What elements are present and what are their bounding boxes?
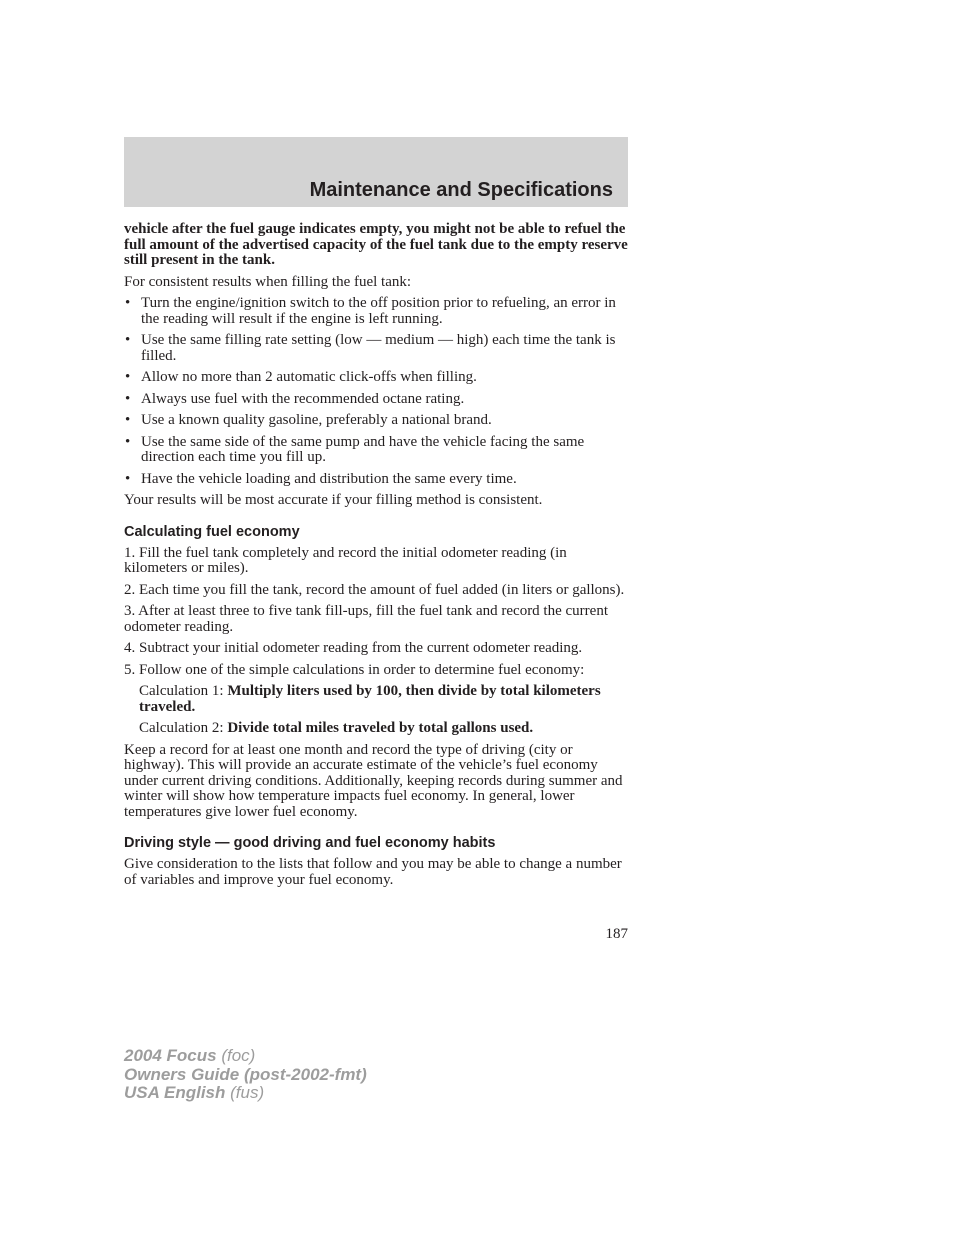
calculation-2: Calculation 2: Divide total miles traveled by total gallons used.: [139, 720, 534, 736]
bullet-icon: •: [125, 295, 131, 311]
bullet-icon: •: [125, 470, 131, 487]
list-item: • Always use fuel with the recommended octane rating.: [125, 390, 465, 407]
record-keeping-note: Keep a record for at least one month and record the type of driving (city or highway). This will provide an accurate estimate of the vehicle’s fuel economy under current driving conditions. Additionally, keeping records during summer and winter will show how temperature impacts fuel economy. In general, lower temperatures give lower fuel economy.: [124, 741, 623, 820]
list-item: • Use the same side of the same pump and have the vehicle facing the same direction each time you fill up.: [125, 433, 585, 465]
list-item: • Allow no more than 2 automatic click-offs when filling.: [125, 369, 477, 385]
section-heading-calculating: Calculating fuel economy: [124, 523, 300, 540]
list-item: • Turn the engine/ignition switch to the off position prior to refueling, an error in the reading will result if the engine is left running.: [125, 295, 616, 327]
list-item: • Use a known quality gasoline, preferably a national brand.: [125, 412, 492, 428]
footer-line-guide: Owners Guide (post-2002-fmt): [124, 1064, 367, 1084]
list-item: • Use the same filling rate setting (low — medium — high) each time the tank is filled.: [125, 332, 616, 364]
list-item: • Have the vehicle loading and distribution the same every time.: [125, 470, 517, 487]
list-item: 2. Each time you fill the tank, record the amount of fuel added (in liters or gallons).: [124, 581, 625, 598]
footer-line-model: 2004 Focus (foc): [124, 1046, 256, 1065]
page-content: [124, 222, 628, 894]
list-item: 3. After at least three to five tank fill-ups, fill the fuel tank and record the current odometer reading.: [124, 603, 608, 635]
list-item: 5. Follow one of the simple calculations in order to determine fuel economy:: [124, 661, 585, 678]
calculation-steps-list: [124, 546, 628, 679]
bullet-icon: •: [125, 332, 131, 348]
section-title: Maintenance and Specifications: [309, 179, 613, 201]
driving-style-text: Give consideration to the lists that follow and you may be able to change a number of variables and improve your fuel economy.: [124, 856, 622, 888]
document-footer: [124, 1047, 367, 1103]
consistent-results-intro: For consistent results when filling the fuel tank:: [124, 273, 412, 290]
list-item: 4. Subtract your initial odometer reading from the current odometer reading.: [124, 640, 583, 656]
intro-warning-text: vehicle after the fuel gauge indicates empty, you might not be able to refuel the full amount of the advertised capacity of the fuel tank due to the empty reserve still present in the tank.: [124, 221, 628, 268]
filling-tips-list: [124, 296, 628, 487]
bullet-icon: •: [125, 369, 131, 385]
list-item: 1. Fill the fuel tank completely and record the initial odometer reading (in kilometers or miles).: [124, 544, 567, 576]
section-heading-driving-style: Driving style — good driving and fuel economy habits: [124, 835, 496, 851]
bullet-icon: •: [125, 412, 131, 428]
footer-line-language: USA English (fus): [124, 1083, 265, 1102]
results-note: Your results will be most accurate if your filling method is consistent.: [124, 492, 543, 508]
bullet-icon: •: [125, 390, 131, 407]
calculation-1: Calculation 1: Multiply liters used by 100, then divide by total kilometers traveled.: [139, 683, 601, 715]
page-number: 187: [605, 926, 628, 942]
section-header-band: [124, 137, 628, 207]
bullet-icon: •: [125, 433, 131, 450]
